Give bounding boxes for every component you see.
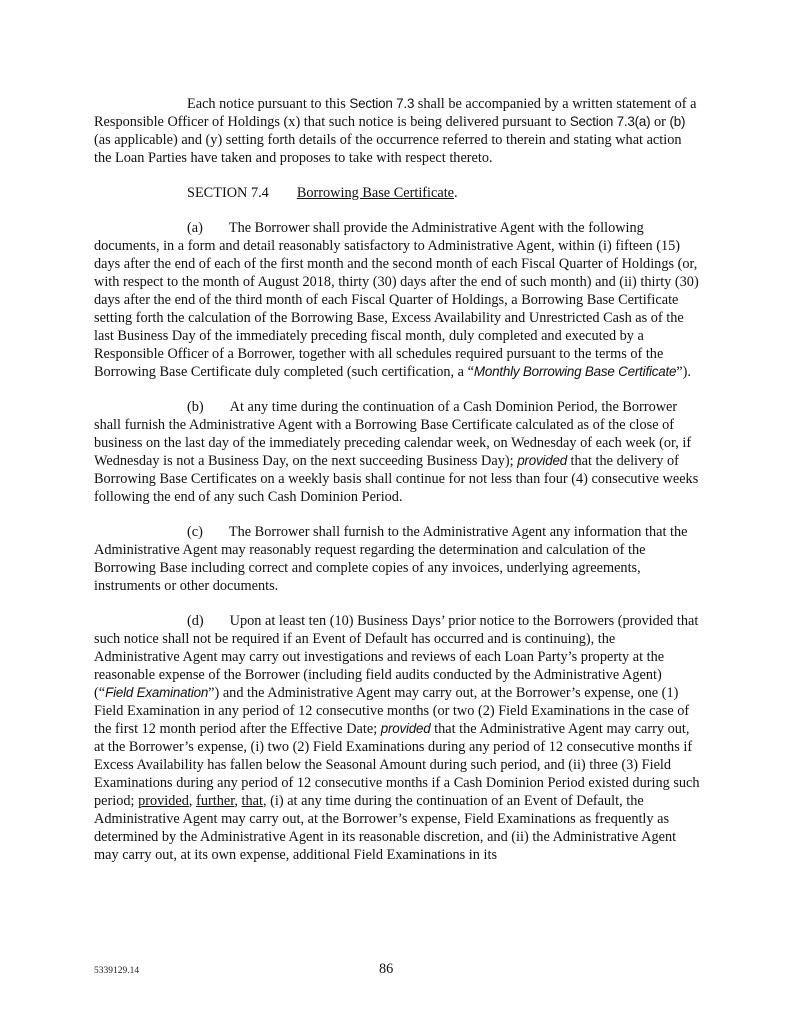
paragraph-d: (d) Upon at least ten (10) Business Days’ prior notice to the Borrowers (provided that such notice shall not be required if an Event of Default has occurred and is continuing), the Administrative Agent may carry out investigations and reviews of each Loan Party’s property at the reasonable expense of the Borrower (including field audits conducted by the Administrative Agent) (“Field Examination”) and the Administrative Agent may carry out, at the Borrower’s expense, one (1) Field Examination in any period of 12 consecutive months (or two (2) Field Examinations in the case of the first 12 month period after the Effective Date; provided that the Administrative Agent may carry out, at the Borrower’s expense, (i) two (2) Field Examinations during any period of 12 consecutive months if Excess Availability has fallen below the Seasonal Amount during such period, and (ii) three (3) Field Examinations during any period of 12 consecutive months if a Cash Dominion Period existed during such period; provided, further, that, (i) at any time during the continuation of an Event of Default, the Administrative Agent may carry out, at the Borrower’s expense, Field Examinations as frequently as determined by the Administrative Agent in its reasonable discretion, and (ii) the Administrative Agent may carry out, at its own expense, additional Field Examinations in its [94, 613, 700, 863]
section-reference: (b) [669, 114, 686, 129]
paragraph-label: (c) [187, 524, 203, 540]
section-reference: Section 7.3 [349, 96, 415, 111]
paragraph-label: (d) [187, 613, 204, 629]
provided-term: provided [138, 793, 189, 809]
paragraph-b: (b) At any time during the continuation of a Cash Dominion Period, the Borrower shall furnish the Administrative Agent with a Borrowing Base Certificate calculated as of the close of business on the last day of the immediately preceding calendar week, on Wednesday of each week (or, if Wednesday is not a Business Day, on the next succeeding Business Day); provided that the delivery of Borrowing Base Certificates on a weekly basis shall continue for not less than four (4) consecutive weeks following the end of any such Cash Dominion Period. [94, 399, 699, 505]
that-term: that [241, 793, 263, 809]
document-page [94, 95, 700, 881]
defined-term: Monthly Borrowing Base Certificate [473, 364, 677, 379]
document-id: 5339129.14 [94, 966, 140, 976]
section-reference: Section 7.3(a) [569, 114, 651, 129]
defined-term: Field Examination [105, 685, 209, 700]
page-number: 86 [379, 961, 394, 977]
paragraph-a: (a) The Borrower shall provide the Administrative Agent with the following documents, in a form and detail reasonably satisfactory to Administrative Agent, within (i) fifteen (15) days after the end of each of the first month and the second month of each Fiscal Quarter of Holdings (or, with respect to the month of August 2018, thirty (30) days after the end of such month) and (ii) thirty (30) days after the end of the third month of each Fiscal Quarter of Holdings, a Borrowing Base Certificate setting forth the calculation of the Borrowing Base, Excess Availability and Unrestricted Cash as of the last Business Day of the immediately preceding fiscal month, duly completed and executed by a Responsible Officer of a Borrower, together with all schedules required pursuant to the terms of the Borrowing Base Certificate duly completed (such certification, a “Monthly Borrowing Base Certificate”). [94, 220, 699, 380]
paragraph-c: (c) The Borrower shall furnish to the Administrative Agent any information that the Administrative Agent may reasonably request regarding the determination and calculation of the Borrowing Base including correct and complete copies of any invoices, underlying agreements, instruments or other documents. [94, 524, 688, 594]
provided-term: provided [380, 721, 431, 736]
section-heading: SECTION 7.4 Borrowing Base Certificate. [187, 185, 458, 201]
provided-term: provided [517, 453, 567, 468]
section-number: SECTION 7.4 [187, 185, 269, 201]
section-title: Borrowing Base Certificate [296, 185, 455, 201]
paragraph-label: (b) [187, 399, 204, 415]
intro-paragraph: Each notice pursuant to this Section 7.3 shall be accompanied by a written statement of a Responsible Officer of Holdings (x) that such notice is being delivered pursuant to Section 7.3(a) or (b) (as applicable) and (y) setting forth details of the occurrence referred to therein and stating what action the Loan Parties have taken and proposes to take with respect thereto. [94, 96, 697, 166]
paragraph-label: (a) [187, 220, 203, 236]
further-term: further [196, 793, 235, 809]
